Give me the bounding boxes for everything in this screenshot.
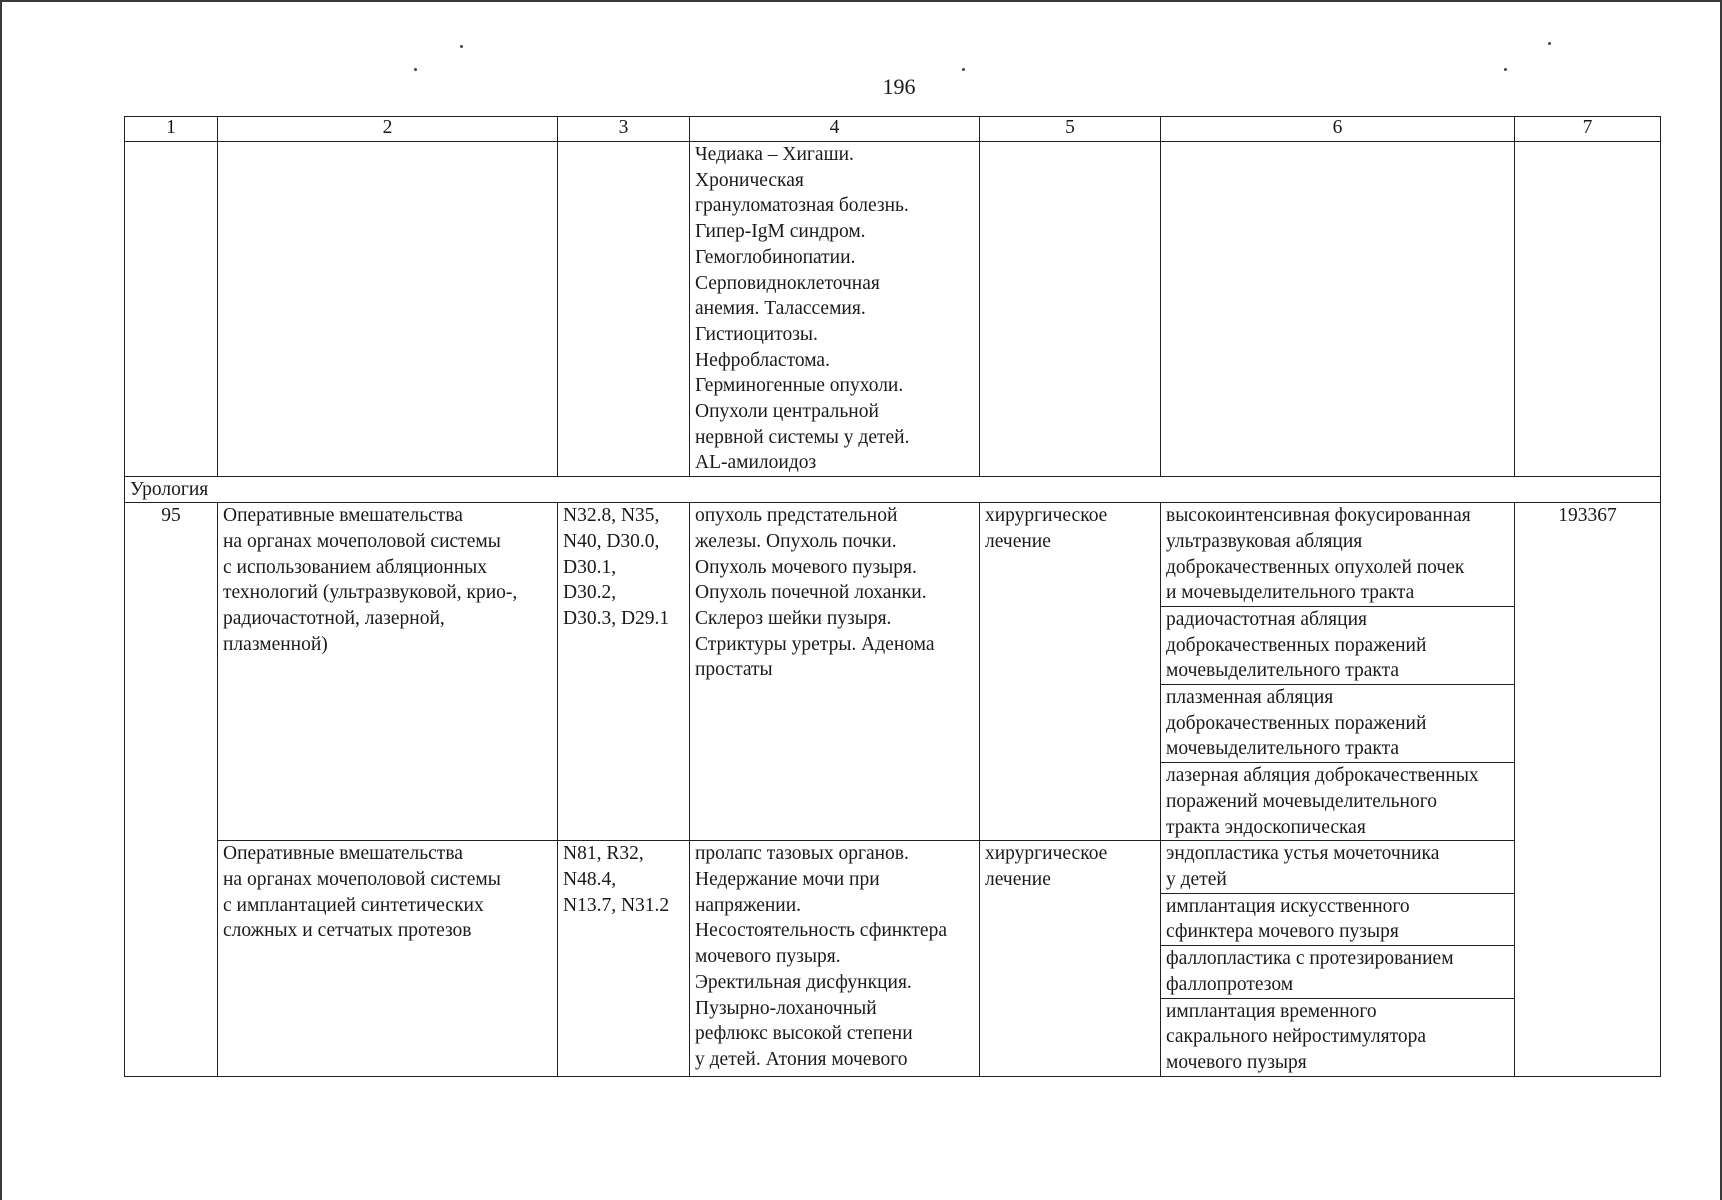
- column-number: 1: [125, 117, 218, 142]
- text-line: доброкачественных опухолей почек: [1166, 556, 1465, 578]
- text-line: имплантация искусственного: [1166, 895, 1410, 917]
- text-line: Хроническая: [695, 169, 804, 191]
- text-line: D30.2,: [563, 582, 617, 604]
- text-line: мочевого пузыря: [1166, 1051, 1307, 1073]
- empty-cell: [218, 142, 558, 477]
- text-line: N40, D30.0,: [563, 530, 660, 552]
- scan-speck: [460, 45, 463, 48]
- text-line: Нефробластома.: [695, 349, 830, 371]
- method-item: [1161, 841, 1514, 893]
- text-line: плазменной): [223, 633, 328, 655]
- table-row-95-implant: [125, 841, 1661, 1076]
- text-line: с использованием абляционных: [223, 556, 487, 578]
- scan-speck: [414, 68, 417, 71]
- scan-speck: [962, 68, 965, 71]
- intervention-cell: [218, 841, 558, 1076]
- diagnosis-cell: [690, 503, 980, 841]
- treatment-type-cell: [980, 841, 1161, 1076]
- text-line: Опухоль почечной лоханки.: [695, 582, 927, 604]
- scan-speck: [1548, 42, 1551, 45]
- text-line: фаллопластика с протезированием: [1166, 948, 1454, 970]
- column-number: 6: [1161, 117, 1515, 142]
- icd-codes-cell: [558, 841, 690, 1076]
- text-line: фаллопротезом: [1166, 973, 1294, 995]
- text-line: опухоль предстательной: [695, 505, 898, 527]
- text-line: N13.7, N31.2: [563, 894, 670, 916]
- intervention-cell: [218, 503, 558, 841]
- text-line: простаты: [695, 659, 773, 681]
- text-line: ультразвуковая абляция: [1166, 530, 1363, 552]
- text-line: железы. Опухоль почки.: [695, 530, 897, 552]
- text-line: грануломатозная болезнь.: [695, 195, 909, 217]
- methods-cell: [1161, 503, 1515, 841]
- text-line: пролапс тазовых органов.: [695, 843, 909, 865]
- text-line: N48.4,: [563, 868, 617, 890]
- empty-cell: [1515, 142, 1661, 477]
- text-line: Герминогенные опухоли.: [695, 375, 904, 397]
- text-line: высокоинтенсивная фокусированная: [1166, 505, 1471, 527]
- text-line: Оперативные вмешательства: [223, 843, 463, 865]
- scan-speck: [1504, 68, 1507, 71]
- text-line: N81, R32,: [563, 843, 644, 865]
- text-line: сфинктера мочевого пузыря: [1166, 921, 1399, 943]
- text-line: сложных и сетчатых протезов: [223, 920, 472, 942]
- text-line: эндопластика устья мочеточника: [1166, 843, 1440, 865]
- text-line: сакрального нейростимулятора: [1166, 1026, 1427, 1048]
- text-line: на органах мочеполовой системы: [223, 868, 501, 890]
- text-line: анемия. Талассемия.: [695, 298, 866, 320]
- text-line: у детей: [1166, 868, 1227, 890]
- text-line: D30.3, D29.1: [563, 607, 670, 629]
- text-line: N32.8, N35,: [563, 505, 660, 527]
- text-line: Стриктуры уретры. Аденома: [695, 633, 935, 655]
- empty-cell: [1161, 142, 1515, 477]
- diagnosis-cell: [690, 841, 980, 1076]
- text-line: Склероз шейки пузыря.: [695, 607, 892, 629]
- text-line: хирургическое: [985, 505, 1108, 527]
- text-line: у детей. Атония мочевого: [695, 1048, 908, 1070]
- text-line: Несостоятельность сфинктера: [695, 920, 947, 942]
- price-cell: 193367: [1515, 503, 1661, 1076]
- text-line: Эректильная дисфункция.: [695, 971, 912, 993]
- method-item: [1161, 946, 1514, 998]
- text-line: лазерная абляция доброкачественных: [1166, 765, 1479, 787]
- method-item: [1161, 607, 1514, 685]
- text-line: имплантация временного: [1166, 1000, 1377, 1022]
- column-number: 7: [1515, 117, 1661, 142]
- text-line: мочевыделительного тракта: [1166, 738, 1400, 760]
- page-edge-top: [0, 0, 1722, 2]
- text-line: AL-амилоидоз: [695, 452, 817, 474]
- text-line: хирургическое: [985, 843, 1108, 865]
- column-number: 3: [558, 117, 690, 142]
- text-line: плазменная абляция: [1166, 687, 1334, 709]
- treatment-type-cell: [980, 503, 1161, 841]
- text-line: мочевого пузыря.: [695, 946, 841, 968]
- page-edge-left: [0, 0, 2, 1200]
- text-line: доброкачественных поражений: [1166, 634, 1427, 656]
- text-line: рефлюкс высокой степени: [695, 1023, 913, 1045]
- text-line: на органах мочеполовой системы: [223, 530, 501, 552]
- text-line: Опухоль мочевого пузыря.: [695, 556, 917, 578]
- method-item: [1161, 503, 1514, 607]
- column-number-row: [125, 117, 1661, 142]
- text-line: тракта эндоскопическая: [1166, 816, 1366, 838]
- text-line: с имплантацией синтетических: [223, 894, 484, 916]
- text-line: Чедиака – Хигаши.: [695, 144, 854, 165]
- text-line: нервной системы у детей.: [695, 426, 910, 448]
- row-number: 95: [125, 503, 218, 1076]
- text-line: лечение: [985, 868, 1051, 890]
- method-item: [1161, 999, 1514, 1076]
- text-line: напряжении.: [695, 894, 802, 916]
- column-number: 2: [218, 117, 558, 142]
- text-line: доброкачественных поражений: [1166, 712, 1427, 734]
- text-line: лечение: [985, 530, 1051, 552]
- text-line: технологий (ультразвуковой, крио-,: [223, 582, 518, 604]
- section-title: Урология: [125, 477, 1661, 503]
- text-line: мочевыделительного тракта: [1166, 660, 1400, 682]
- section-row: [125, 477, 1661, 503]
- text-line: Опухоли центральной: [695, 401, 879, 423]
- text-line: Пузырно-лоханочный: [695, 997, 877, 1019]
- methods-cell: [1161, 841, 1515, 1076]
- table-row-95-ablation: [125, 503, 1661, 841]
- text-line: Оперативные вмешательства: [223, 505, 463, 527]
- text-line: Гемоглобинопатии.: [695, 246, 856, 268]
- medical-procedures-table: [124, 116, 1661, 1077]
- text-line: и мочевыделительного тракта: [1166, 582, 1415, 604]
- icd-codes-cell: [558, 503, 690, 841]
- method-item: [1161, 763, 1514, 840]
- text-line: радиочастотная абляция: [1166, 608, 1367, 630]
- empty-cell: [125, 142, 218, 477]
- text-line: поражений мочевыделительного: [1166, 790, 1437, 812]
- column-number: 5: [980, 117, 1161, 142]
- text-line: радиочастотной, лазерной,: [223, 607, 445, 629]
- method-item: [1161, 894, 1514, 946]
- text-line: Недержание мочи при: [695, 868, 880, 890]
- method-item: [1161, 685, 1514, 763]
- diagnosis-cell: [690, 142, 980, 477]
- text-line: Серповидноклеточная: [695, 272, 880, 294]
- column-number: 4: [690, 117, 980, 142]
- empty-cell: [980, 142, 1161, 477]
- text-line: Гипер-IgM синдром.: [695, 221, 866, 243]
- text-line: D30.1,: [563, 556, 617, 578]
- page-number: 196: [882, 74, 916, 99]
- empty-cell: [558, 142, 690, 477]
- text-line: Гистиоцитозы.: [695, 323, 818, 345]
- continuation-row: [125, 142, 1661, 477]
